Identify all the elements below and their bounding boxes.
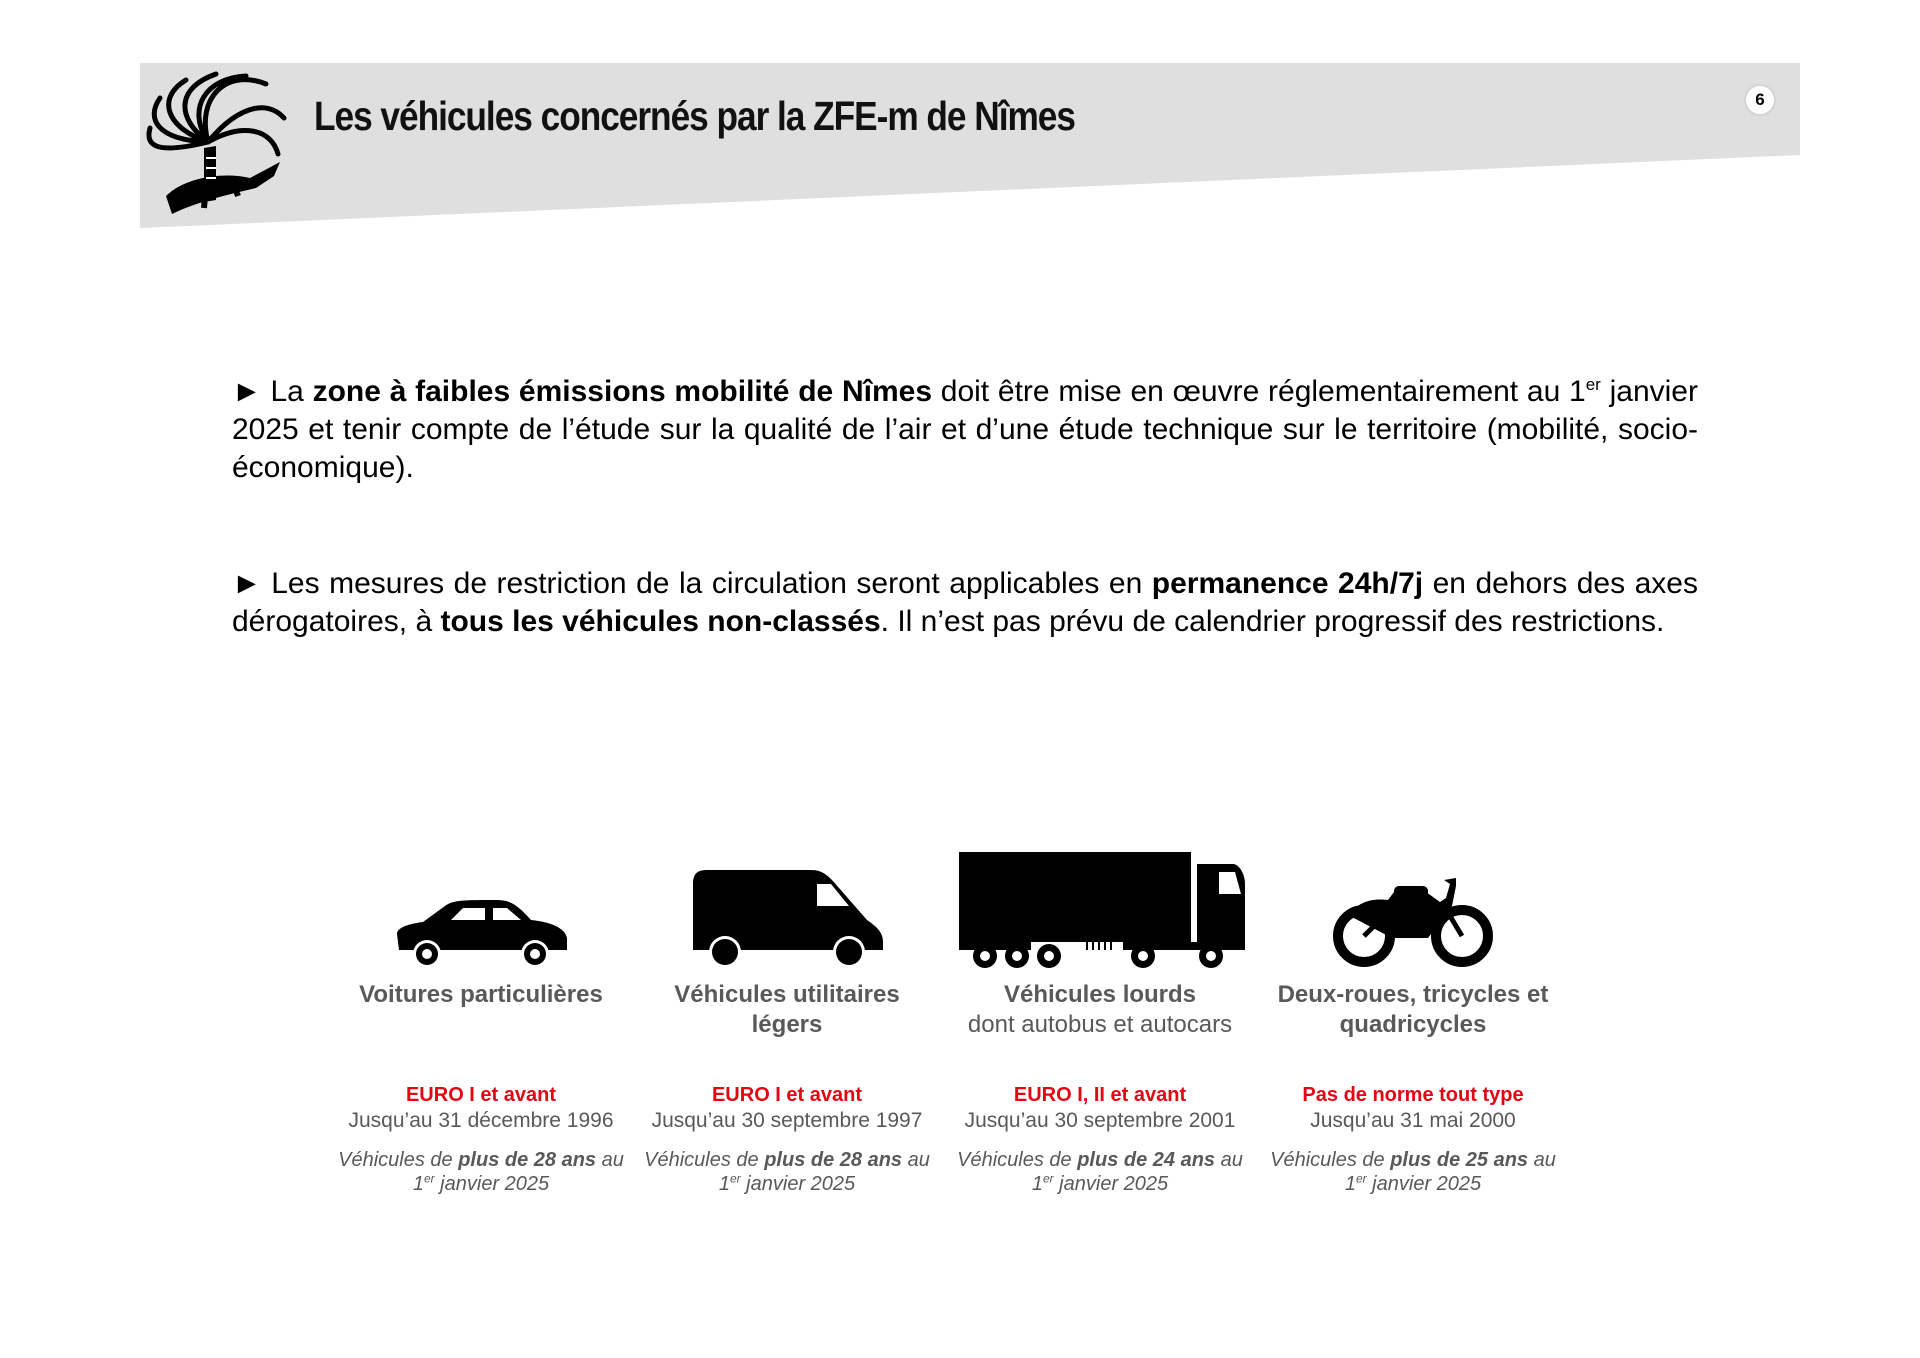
crocodile-palm-logo — [146, 68, 288, 216]
vehicle-age: Véhicules de plus de 24 ans au 1er janvier 2025 — [957, 1149, 1243, 1195]
registration-until: Jusqu’au 30 septembre 1997 — [651, 1109, 923, 1132]
page-title: Les véhicules concernés par la ZFE-m de Nîmes — [314, 93, 1075, 139]
p1-text-before: La — [261, 375, 313, 408]
van-icon — [689, 866, 885, 968]
registration-until: Jusqu’au 31 mai 2000 — [1310, 1109, 1516, 1132]
intro-paragraph-1 — [232, 373, 1698, 487]
p1-text-end: janvier 2025 et tenir compte de l’étude sur la qualité de l’air et d’une étude technique sur le territoire (mobilité, socio-économique). — [232, 375, 1698, 484]
vehicle-category: Voitures particulières — [359, 981, 603, 1008]
p2-text-3: . Il n’est pas prévu de calendrier progressif des restrictions. — [880, 605, 1665, 638]
car-icon — [393, 898, 569, 968]
euro-norm: EURO I et avant — [711, 1084, 863, 1106]
p1-sup: er — [1585, 375, 1601, 394]
registration-until: Jusqu’au 31 décembre 1996 — [348, 1109, 614, 1132]
vehicle-column-truck — [950, 850, 1250, 1196]
page-number-badge: 6 — [1744, 84, 1776, 116]
vehicle-category: Véhicules utilitaires légers — [674, 981, 900, 1038]
p1-text-after: doit être mise en œuvre réglementairement au 1 — [932, 375, 1586, 408]
euro-norm: EURO I et avant — [405, 1084, 557, 1106]
vehicle-category: Deux-roues, tricycles et quadricycles — [1277, 981, 1549, 1038]
vehicle-age: Véhicules de plus de 25 ans au 1er janvier 2025 — [1270, 1149, 1556, 1195]
euro-norm: Pas de norme tout type — [1302, 1084, 1524, 1106]
p2-bold-1: permanence 24h/7j — [1151, 567, 1424, 600]
vehicle-age: Véhicules de plus de 28 ans au 1er janvier 2025 — [338, 1149, 624, 1195]
p1-bold: zone à faibles émissions mobilité de Nîmes — [312, 375, 933, 408]
registration-until: Jusqu’au 30 septembre 2001 — [964, 1109, 1236, 1132]
vehicle-age: Véhicules de plus de 28 ans au 1er janvier 2025 — [644, 1149, 930, 1195]
intro-paragraph-2 — [232, 565, 1698, 641]
vehicle-category: Véhicules lourds dont autobus et autocars — [950, 980, 1250, 1076]
p2-bold-2: tous les véhicules non-classés — [440, 605, 881, 638]
truck-icon — [953, 850, 1247, 968]
vehicle-column-motorcycle — [1263, 850, 1563, 1196]
motorcycle-icon — [1332, 876, 1494, 968]
bullet-marker: ► — [232, 567, 262, 600]
p2-text-1: Les mesures de restriction de la circulation seront applicables en — [261, 567, 1152, 600]
bullet-marker: ► — [232, 375, 262, 408]
p2-text-2: en dehors des axes dérogatoires, à — [232, 567, 1698, 638]
vehicle-column-van — [637, 850, 937, 1196]
euro-norm: EURO I, II et avant — [1013, 1084, 1187, 1106]
vehicle-category-sub: dont autobus et autocars — [967, 1011, 1233, 1038]
vehicle-column-car — [331, 850, 631, 1196]
